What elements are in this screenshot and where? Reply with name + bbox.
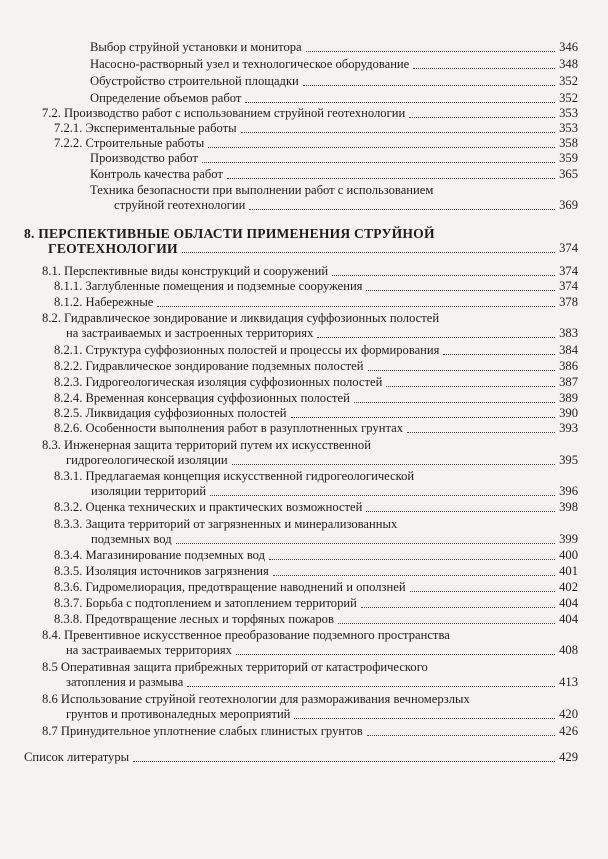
toc-entry-title: Производство работ xyxy=(90,151,198,165)
toc-entry-page: 396 xyxy=(559,484,578,498)
toc-entry-title: 8.1. Перспективные виды конструкций и сооружений xyxy=(42,264,329,278)
dot-leader xyxy=(317,337,555,338)
dot-leader xyxy=(409,117,555,118)
toc-entry-title: 8.2. Гидравлическое зондирование и ликвидация суффозионных полостей xyxy=(42,311,440,325)
toc-entry-title: 7.2.1. Экспериментальные работы xyxy=(54,121,237,135)
dot-leader xyxy=(236,654,555,655)
toc-entry-title: затопления и размыва xyxy=(66,675,184,689)
dot-leader xyxy=(269,559,555,560)
dot-leader xyxy=(332,275,555,276)
toc-entry xyxy=(42,106,578,121)
dot-leader xyxy=(413,68,555,69)
toc-entry-title: Список литературы xyxy=(24,750,130,764)
toc-entry-page: 353 xyxy=(559,121,578,135)
toc-entry-page: 404 xyxy=(559,596,578,610)
dot-leader xyxy=(354,402,555,403)
toc-entry xyxy=(54,391,578,406)
toc-entry xyxy=(42,311,578,341)
toc-entry xyxy=(54,375,578,390)
toc-entry xyxy=(90,91,578,106)
toc-entry-title: на застраиваемых и застроенных территориях xyxy=(66,326,314,340)
toc-entry-page: 374 xyxy=(559,279,578,293)
toc-entry xyxy=(54,517,578,547)
toc-entry xyxy=(42,724,578,739)
toc-entry xyxy=(42,660,578,690)
toc-entry-title: 8.7 Принудительное уплотнение слабых глинистых грунтов xyxy=(42,724,363,738)
toc-entry xyxy=(42,438,578,468)
dot-leader xyxy=(407,432,555,433)
dot-leader xyxy=(273,575,555,576)
toc-entry-page: 395 xyxy=(559,453,578,467)
toc-entry-page: 389 xyxy=(559,391,578,405)
toc-entry-title: 7.2. Производство работ с использованием струйной геотехнологии xyxy=(42,106,406,120)
toc-entry-title: 8.3.6. Гидромелиорация, предотвращение наводнений и оползней xyxy=(54,580,406,594)
toc-entry-page: 401 xyxy=(559,564,578,578)
toc-entry-page: 393 xyxy=(559,421,578,435)
toc-entry xyxy=(90,57,578,72)
toc-entry-title: 8.1.2. Набережные xyxy=(54,295,154,309)
toc-entry-page: 374 xyxy=(559,264,578,278)
toc-entry-page: 365 xyxy=(559,167,578,181)
toc-entry-title: грунтов и противоналедных мероприятий xyxy=(66,707,291,721)
toc-entry-title: 8.2.1. Структура суффозионных полостей и процессы их формирования xyxy=(54,343,440,357)
toc-entry xyxy=(54,580,578,595)
toc-entry-page: 378 xyxy=(559,295,578,309)
toc-entry-page: 390 xyxy=(559,406,578,420)
toc-entry xyxy=(42,628,578,658)
toc-entry xyxy=(90,183,578,213)
dot-leader xyxy=(227,178,555,179)
toc-entry-page: 387 xyxy=(559,375,578,389)
toc-entry-page: 420 xyxy=(559,707,578,721)
toc-entry-page: 400 xyxy=(559,548,578,562)
toc-entry xyxy=(90,40,578,55)
toc-entry-title: Техника безопасности при выполнении работ с использованием xyxy=(90,183,434,197)
dot-leader xyxy=(176,543,555,544)
toc-entry-title: 7.2.2. Строительные работы xyxy=(54,136,205,150)
toc-entry-title: на застраиваемых территориях xyxy=(66,643,232,657)
dot-leader xyxy=(361,607,555,608)
toc-entry-page: 383 xyxy=(559,326,578,340)
dot-leader xyxy=(291,417,556,418)
toc-entry-page: 402 xyxy=(559,580,578,594)
toc-entry-page: 346 xyxy=(559,40,578,54)
toc-entry-title: Выбор струйной установки и монитора xyxy=(90,40,302,54)
toc-entry-title: 8.3.7. Борьба с подтоплением и затоплением территорий xyxy=(54,596,357,610)
toc-entry xyxy=(54,279,578,294)
toc-entry xyxy=(54,500,578,515)
toc-entry xyxy=(54,136,578,151)
toc-entry xyxy=(90,167,578,182)
toc-entry xyxy=(54,612,578,627)
toc-entry xyxy=(54,548,578,563)
toc-entry-title: 8. ПЕРСПЕКТИВНЫЕ ОБЛАСТИ ПРИМЕНЕНИЯ СТРУЙНОЙ xyxy=(24,226,435,241)
dot-leader xyxy=(133,761,555,762)
toc-entry xyxy=(90,74,578,89)
toc-entry xyxy=(54,421,578,436)
toc-entry xyxy=(42,264,578,279)
toc-entry-title: 8.3.5. Изоляция источников загрязнения xyxy=(54,564,269,578)
toc-entry xyxy=(54,469,578,499)
dot-leader xyxy=(187,686,555,687)
toc-entry-page: 352 xyxy=(559,91,578,105)
toc-entry-page: 353 xyxy=(559,106,578,120)
toc-entry-title: 8.3.3. Защита территорий от загрязненных и минерализованных xyxy=(54,517,398,531)
toc-entry-page: 384 xyxy=(559,343,578,357)
dot-leader xyxy=(232,464,555,465)
toc-entry-title: 8.3.2. Оценка технических и практических возможностей xyxy=(54,500,363,514)
toc-entry-page: 369 xyxy=(559,198,578,212)
toc-entry xyxy=(54,564,578,579)
toc-entry-page: 429 xyxy=(559,750,578,764)
dot-leader xyxy=(245,102,555,103)
toc-entry xyxy=(90,151,578,166)
toc-entry xyxy=(54,406,578,421)
toc-entry-title: 8.1.1. Заглубленные помещения и подземные сооружения xyxy=(54,279,363,293)
toc-entry-title: 8.5 Оперативная защита прибрежных территорий от катастрофического xyxy=(42,660,428,674)
toc-entry-page: 352 xyxy=(559,74,578,88)
toc-entry-title: 8.2.2. Гидравлическое зондирование подземных полостей xyxy=(54,359,364,373)
toc-entry-title: 8.2.6. Особенности выполнения работ в разуплотненных грунтах xyxy=(54,421,403,435)
toc-entry-title: 8.3.4. Магазинирование подземных вод xyxy=(54,548,266,562)
dot-leader xyxy=(366,511,555,512)
toc-entry-page: 374 xyxy=(559,241,578,255)
toc-entry-page: 404 xyxy=(559,612,578,626)
toc-entry-page: 398 xyxy=(559,500,578,514)
dot-leader xyxy=(241,132,556,133)
toc-entry-title: 8.2.5. Ликвидация суффозионных полостей xyxy=(54,406,287,420)
toc-entry xyxy=(54,596,578,611)
toc-entry xyxy=(42,692,578,722)
toc-entry xyxy=(54,343,578,358)
toc-entry-page: 359 xyxy=(559,151,578,165)
toc-entry-title: 8.2.3. Гидрогеологическая изоляция суффозионных полостей xyxy=(54,375,383,389)
toc-entry-title: 8.3. Инженерная защита территорий путем их искусственной xyxy=(42,438,371,452)
toc-entry-title: 8.3.8. Предотвращение лесных и торфяных пожаров xyxy=(54,612,334,626)
dot-leader xyxy=(249,209,555,210)
dot-leader xyxy=(208,147,555,148)
toc-entry-page: 399 xyxy=(559,532,578,546)
dot-leader xyxy=(366,290,555,291)
toc-entry-page: 358 xyxy=(559,136,578,150)
toc-entry xyxy=(24,226,578,256)
toc-entry-title: изоляции территорий xyxy=(91,484,207,498)
toc-entry-title: ГЕОТЕХНОЛОГИИ xyxy=(48,241,178,256)
dot-leader xyxy=(367,735,555,736)
dot-leader xyxy=(386,386,555,387)
dot-leader xyxy=(182,252,555,253)
dot-leader xyxy=(294,718,555,719)
toc-entry xyxy=(24,750,578,765)
dot-leader xyxy=(410,591,556,592)
toc-entry-title: 8.3.1. Предлагаемая концепция искусственной гидрогеологической xyxy=(54,469,415,483)
toc-entry-title: струйной геотехнологии xyxy=(114,198,246,212)
toc-entry xyxy=(54,121,578,136)
toc-entry-title: Контроль качества работ xyxy=(90,167,223,181)
toc-entry-title: Обустройство строительной площадки xyxy=(90,74,299,88)
toc-entry-title: подземных вод xyxy=(91,532,172,546)
toc-entry-title: 8.6 Использование струйной геотехнологии для размораживания вечномерзлых xyxy=(42,692,470,706)
dot-leader xyxy=(306,51,555,52)
dot-leader xyxy=(368,370,556,371)
toc-entry-title: Насосно-растворный узел и технологическое оборудование xyxy=(90,57,410,71)
dot-leader xyxy=(157,306,555,307)
dot-leader xyxy=(303,85,555,86)
toc-entry-page: 413 xyxy=(559,675,578,689)
dot-leader xyxy=(210,495,555,496)
dot-leader xyxy=(338,623,555,624)
toc-entry-page: 426 xyxy=(559,724,578,738)
toc-entry xyxy=(54,295,578,310)
toc-entry-title: 8.4. Превентивное искусственное преобразование подземного пространства xyxy=(42,628,450,642)
dot-leader xyxy=(202,162,555,163)
toc-entry-title: Определение объемов работ xyxy=(90,91,242,105)
toc-entry xyxy=(54,359,578,374)
toc-entry-page: 386 xyxy=(559,359,578,373)
dot-leader xyxy=(443,354,555,355)
toc-entry-page: 348 xyxy=(559,57,578,71)
toc-entry-title: гидрогеологической изоляции xyxy=(66,453,228,467)
toc-entry-title: 8.2.4. Временная консервация суффозионных полостей xyxy=(54,391,350,405)
toc-entry-page: 408 xyxy=(559,643,578,657)
